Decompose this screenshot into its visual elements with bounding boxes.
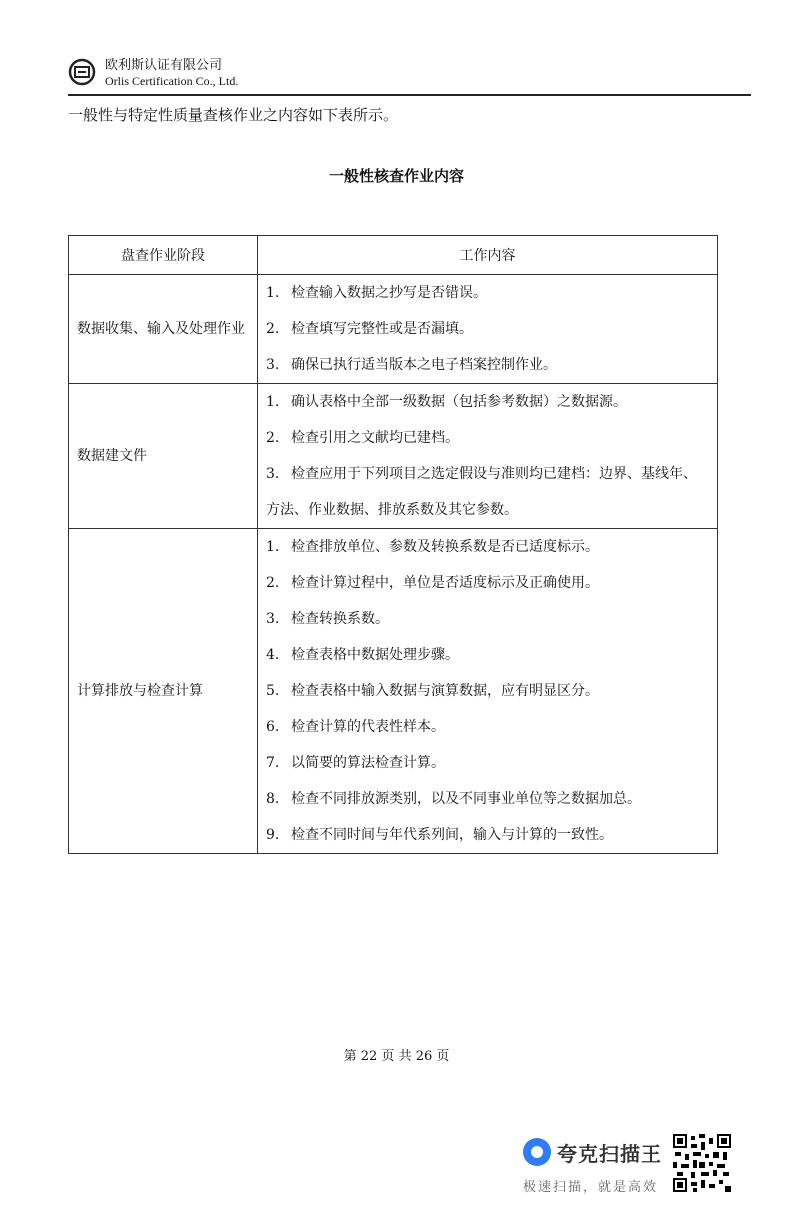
item-text: 检查不同排放源类别，以及不同事业单位等之数据加总。 bbox=[291, 791, 641, 807]
content-table bbox=[68, 235, 718, 854]
item-number: 2. bbox=[266, 430, 280, 446]
page-header bbox=[68, 56, 751, 96]
quark-logo-icon bbox=[523, 1138, 551, 1166]
list-item bbox=[266, 529, 707, 565]
item-number: 9. bbox=[266, 827, 280, 843]
list-item bbox=[266, 311, 707, 347]
table-row bbox=[69, 384, 718, 529]
table-row bbox=[69, 529, 718, 854]
scanner-app-name: 夸克扫描王 bbox=[557, 1142, 662, 1166]
page-number: 第 22 页 共 26 页 bbox=[343, 1049, 450, 1064]
item-number: 1. bbox=[266, 394, 280, 410]
list-item bbox=[266, 565, 707, 601]
list-item bbox=[266, 673, 707, 709]
item-number: 1. bbox=[266, 285, 280, 301]
column-header-stage: 盘查作业阶段 bbox=[69, 236, 258, 275]
item-text: 以简要的算法检查计算。 bbox=[291, 755, 445, 771]
item-number: 4. bbox=[266, 647, 280, 663]
items-cell bbox=[258, 529, 718, 854]
work-item-list bbox=[266, 529, 707, 853]
column-header-content: 工作内容 bbox=[258, 236, 718, 275]
item-text: 确认表格中全部一级数据（包括参考数据）之数据源。 bbox=[291, 394, 627, 410]
list-item bbox=[266, 709, 707, 745]
item-number: 2. bbox=[266, 575, 280, 591]
item-number: 3. bbox=[266, 466, 280, 482]
work-item-list bbox=[266, 275, 707, 383]
items-cell bbox=[258, 384, 718, 529]
list-item bbox=[266, 347, 707, 383]
stage-cell: 数据建文件 bbox=[69, 384, 258, 529]
list-item bbox=[266, 601, 707, 637]
intro-text: 一般性与特定性质量查核作业之内容如下表所示。 bbox=[68, 106, 399, 124]
item-number: 5. bbox=[266, 683, 280, 699]
item-text: 检查计算过程中，单位是否适度标示及正确使用。 bbox=[291, 575, 599, 591]
item-number: 2. bbox=[266, 321, 280, 337]
list-item bbox=[266, 745, 707, 781]
qr-code-icon bbox=[671, 1132, 733, 1194]
list-item bbox=[266, 637, 707, 673]
item-number: 3. bbox=[266, 357, 280, 373]
item-number: 6. bbox=[266, 719, 280, 735]
list-item bbox=[266, 275, 707, 311]
stage-cell: 计算排放与检查计算 bbox=[69, 529, 258, 854]
item-text: 检查表格中数据处理步骤。 bbox=[291, 647, 459, 663]
table-row bbox=[69, 275, 718, 384]
item-text: 检查应用于下列项目之选定假设与准则均已建档：边界、基线年、方法、作业数据、排放系数及其它参数。 bbox=[266, 466, 697, 518]
company-name-en: Orlis Certification Co., Ltd. bbox=[105, 74, 239, 88]
item-text: 确保已执行适当版本之电子档案控制作业。 bbox=[291, 357, 557, 373]
scanner-watermark bbox=[515, 1130, 735, 1200]
list-item bbox=[266, 781, 707, 817]
item-number: 7. bbox=[266, 755, 280, 771]
item-number: 8. bbox=[266, 791, 280, 807]
scanner-slogan: 极速扫描，就是高效 bbox=[523, 1180, 659, 1195]
item-text: 检查表格中输入数据与演算数据，应有明显区分。 bbox=[291, 683, 599, 699]
item-text: 检查引用之文献均已建档。 bbox=[291, 430, 459, 446]
stage-cell: 数据收集、输入及处理作业 bbox=[69, 275, 258, 384]
list-item bbox=[266, 420, 707, 456]
list-item bbox=[266, 384, 707, 420]
item-text: 检查填写完整性或是否漏填。 bbox=[291, 321, 473, 337]
list-item bbox=[266, 817, 707, 853]
work-item-list bbox=[266, 384, 707, 528]
table-title: 一般性核查作业内容 bbox=[328, 167, 464, 185]
company-name-cn: 欧利斯认证有限公司 bbox=[105, 58, 223, 73]
item-text: 检查输入数据之抄写是否错误。 bbox=[291, 285, 487, 301]
item-text: 检查不同时间与年代系列间，输入与计算的一致性。 bbox=[291, 827, 613, 843]
table-header-row bbox=[69, 236, 718, 275]
item-text: 检查转换系数。 bbox=[291, 611, 389, 627]
company-logo-icon bbox=[68, 58, 96, 86]
item-number: 3. bbox=[266, 611, 280, 627]
item-text: 检查计算的代表性样本。 bbox=[291, 719, 445, 735]
item-number: 1. bbox=[266, 539, 280, 555]
item-text: 检查排放单位、参数及转换系数是否已适度标示。 bbox=[291, 539, 599, 555]
items-cell bbox=[258, 275, 718, 384]
list-item bbox=[266, 456, 707, 528]
